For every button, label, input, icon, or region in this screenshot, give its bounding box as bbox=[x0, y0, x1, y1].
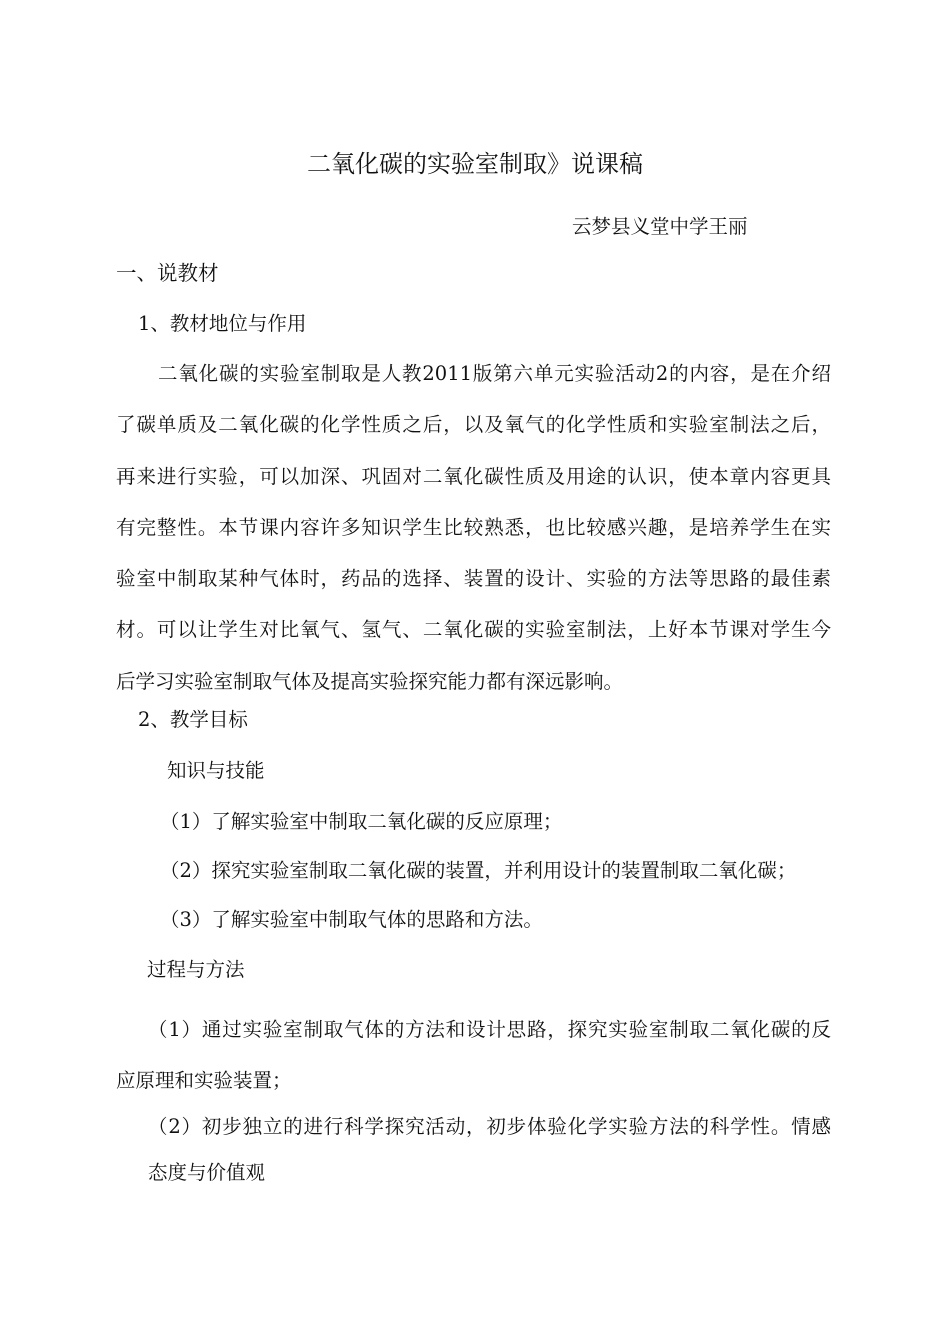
paragraph-line: （1）通过实验室制取气体的方法和设计思路，探究实验室制取二氧化碳的反 bbox=[148, 1018, 831, 1041]
heading-knowledge-skills: 知识与技能 bbox=[167, 759, 265, 782]
paragraph-line: 二氧化碳的实验室制取是人教2011版第六单元实验活动2的内容，是在介绍 bbox=[158, 362, 831, 385]
subheading-teaching-goals: 2、教学目标 bbox=[138, 708, 248, 731]
author-line: 云梦县义堂中学王丽 bbox=[572, 215, 748, 238]
paragraph-line: 后学习实验室制取气体及提高实验探究能力都有深远影响。 bbox=[116, 669, 624, 693]
paragraph-line: 再来进行实验，可以加深、巩固对二氧化碳性质及用途的认识，使本章内容更具 bbox=[116, 464, 831, 488]
document-title: 二氧化碳的实验室制取》说课稿 bbox=[307, 150, 643, 178]
process-item-2 bbox=[116, 1104, 831, 1196]
paragraph-line: 应原理和实验装置； bbox=[116, 1069, 292, 1093]
knowledge-item-2: （2）探究实验室制取二氧化碳的装置，并利用设计的装置制取二氧化碳； bbox=[160, 859, 797, 882]
subheading-material-position: 1、教材地位与作用 bbox=[138, 312, 307, 335]
knowledge-item-1: （1）了解实验室中制取二氧化碳的反应原理； bbox=[160, 810, 563, 833]
paragraph-line: 有完整性。本节课内容许多知识学生比较熟悉，也比较感兴趣，是培养学生在实 bbox=[116, 515, 831, 539]
section-heading-teaching-material: 一、说教材 bbox=[116, 261, 219, 285]
knowledge-item-3: （3）了解实验室中制取气体的思路和方法。 bbox=[160, 908, 543, 931]
paragraph-line: 了碳单质及二氧化碳的化学性质之后，以及氧气的化学性质和实验室制法之后， bbox=[116, 413, 831, 437]
process-item-1 bbox=[116, 1004, 831, 1107]
paragraph-line: 验室中制取某种气体时，药品的选择、装置的设计、实验的方法等思路的最佳素 bbox=[116, 567, 831, 591]
paragraph-material-position bbox=[116, 348, 831, 707]
paragraph-line: 材。可以让学生对比氧气、氢气、二氧化碳的实验室制法，上好本节课对学生今 bbox=[116, 618, 831, 642]
paragraph-line: （2）初步独立的进行科学探究活动，初步体验化学实验方法的科学性。情感 bbox=[148, 1115, 831, 1138]
paragraph-line: 态度与价值观 bbox=[148, 1161, 266, 1184]
heading-process-method: 过程与方法 bbox=[147, 958, 245, 981]
